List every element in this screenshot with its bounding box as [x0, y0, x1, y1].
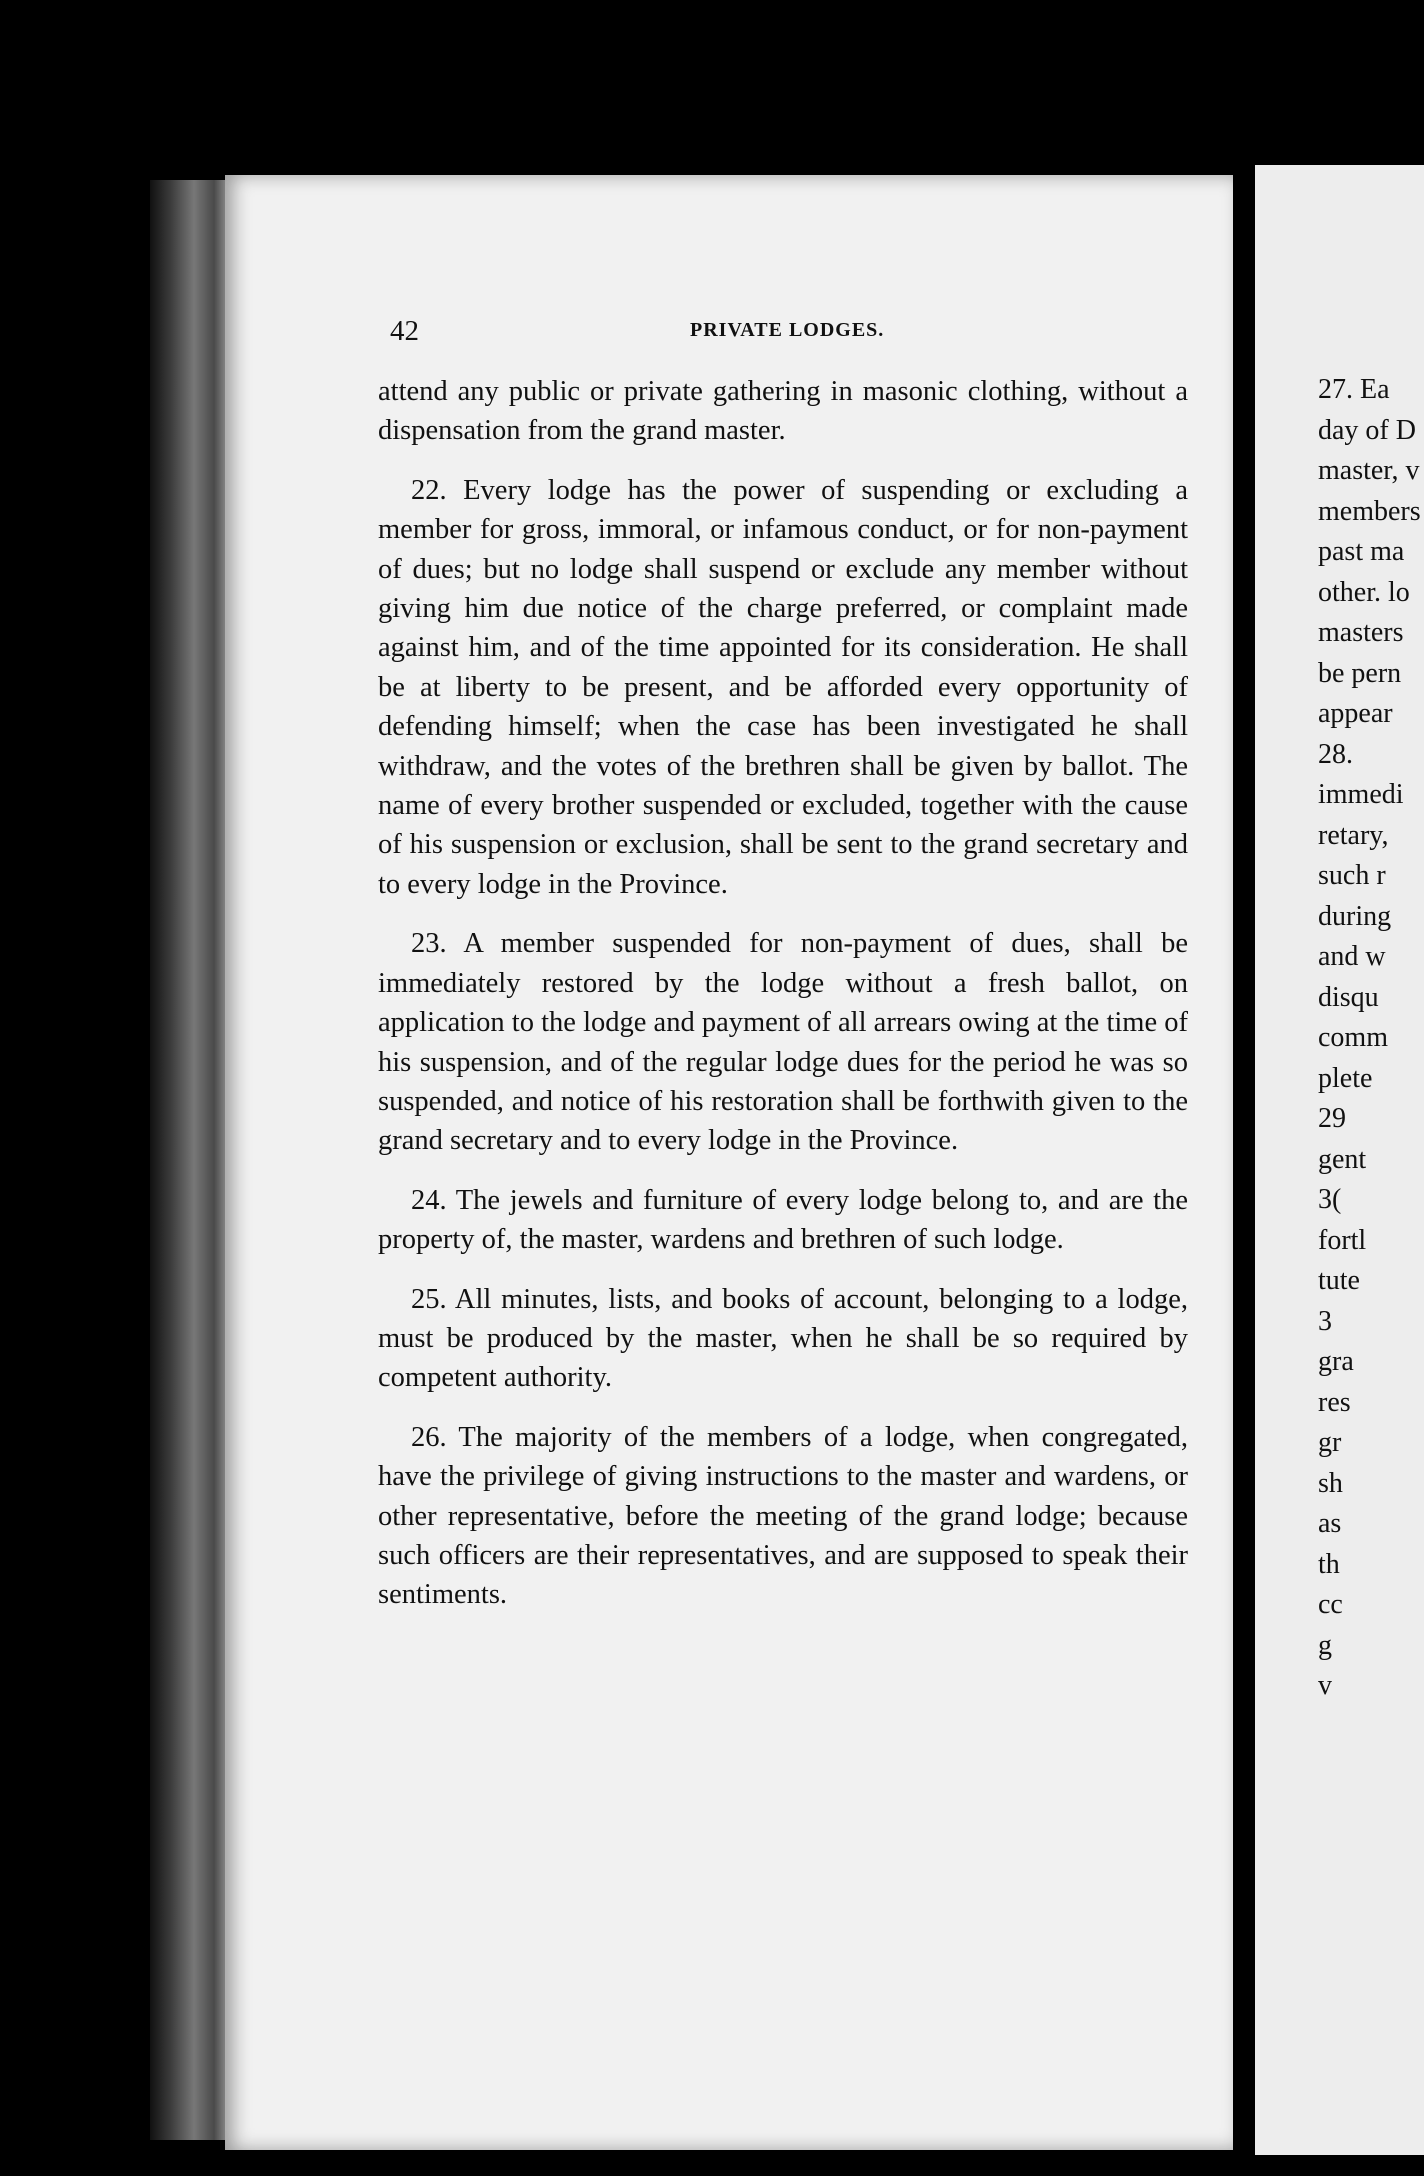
right-page-line: appear	[1318, 698, 1393, 729]
right-page-line: past ma	[1318, 536, 1405, 567]
right-page-line: day of D	[1318, 414, 1416, 446]
right-page-line: comm	[1318, 1022, 1388, 1053]
right-page-line: masters	[1318, 617, 1404, 648]
page-number: 42	[390, 315, 419, 347]
right-page-line: retary,	[1318, 819, 1389, 851]
right-page-line: immedi	[1318, 779, 1404, 810]
book-edge	[150, 180, 230, 2140]
right-page-line: master, v	[1318, 455, 1420, 486]
right-page-line: fortl	[1318, 1224, 1367, 1256]
right-page-line: gra	[1318, 1346, 1354, 1377]
page-gutter	[1233, 160, 1255, 2160]
running-head	[390, 315, 1180, 355]
right-page-line: 3	[1318, 1305, 1332, 1337]
right-page-line: tute	[1318, 1265, 1360, 1296]
right-page-line: gr	[1318, 1427, 1342, 1458]
right-page-line: plete	[1318, 1062, 1373, 1094]
right-page-line: cc	[1318, 1589, 1343, 1620]
right-page-line: g	[1318, 1629, 1332, 1661]
paragraph-22: 22. Every lodge has the power of suspending or excluding a member for gross, immoral, or infamous conduct, or for non-payment of dues; but no lodge shall suspend or exclude any member without giving him due notice of the charge preferred, or complaint made against him, and of the time appointed for its consideration. He shall be at liberty to be present, and be afforded every opportunity of defending himself; when the case has been investigated he shall withdraw, and the votes of the brethren shall be given by ballot. The name of every brother suspended or excluded, together with the cause of his suspension or exclusion, shall be sent to the grand secretary and to every lodge in the Province.	[378, 474, 1188, 900]
right-page-line: during	[1318, 900, 1392, 932]
right-page-line: such r	[1318, 860, 1386, 891]
right-page-line: v	[1318, 1670, 1332, 1701]
right-page-line: 27. Ea	[1318, 374, 1390, 405]
paragraph-25: 25. All minutes, lists, and books of account, belonging to a lodge, must be produced by the master, when he shall be so required by competent authority.	[378, 1283, 1188, 1394]
body-text	[378, 372, 1188, 1635]
right-page-line: be pern	[1318, 657, 1402, 689]
right-page-line: 29	[1318, 1103, 1346, 1134]
right-page-line: sh	[1318, 1467, 1343, 1499]
right-page-line: disqu	[1318, 981, 1379, 1013]
right-page-line: th	[1318, 1548, 1340, 1580]
right-page-line: res	[1318, 1386, 1351, 1418]
right-page-text	[1318, 370, 1424, 1707]
paragraph-23: 23. A member suspended for non-payment of dues, shall be immediately restored by the lodge without a fresh ballot, on application to the lodge and payment of all arrears owing at the time of his suspension, and of the regular lodge dues for the period he was so suspended, and notice of his restoration shall be forthwith given to the grand secretary and to every lodge in the Province.	[378, 928, 1188, 1157]
right-page-line: 28.	[1318, 738, 1353, 770]
right-page-line: as	[1318, 1508, 1342, 1539]
paragraph-26: 26. The majority of the members of a lodge, when congregated, have the privilege of giving instructions to the master and wardens, or other representative, before the meeting of the grand lodge; because such officers are their representatives, and are supposed to speak their sentiments.	[378, 1421, 1188, 1611]
right-page-line: 3(	[1318, 1184, 1342, 1215]
right-page-line: other. lo	[1318, 576, 1410, 608]
page-header-title: PRIVATE LODGES.	[690, 319, 885, 341]
paragraph-24: 24. The jewels and furniture of every lodge belong to, and are the property of, the master, wardens and brethren of such lodge.	[378, 1184, 1188, 1256]
right-page-line: and w	[1318, 941, 1386, 972]
paragraph-continuation: attend any public or private gathering in masonic clothing, without a dispensation from the grand master.	[378, 376, 1188, 447]
right-page-line: gent	[1318, 1143, 1367, 1175]
right-page-line: members	[1318, 495, 1421, 527]
